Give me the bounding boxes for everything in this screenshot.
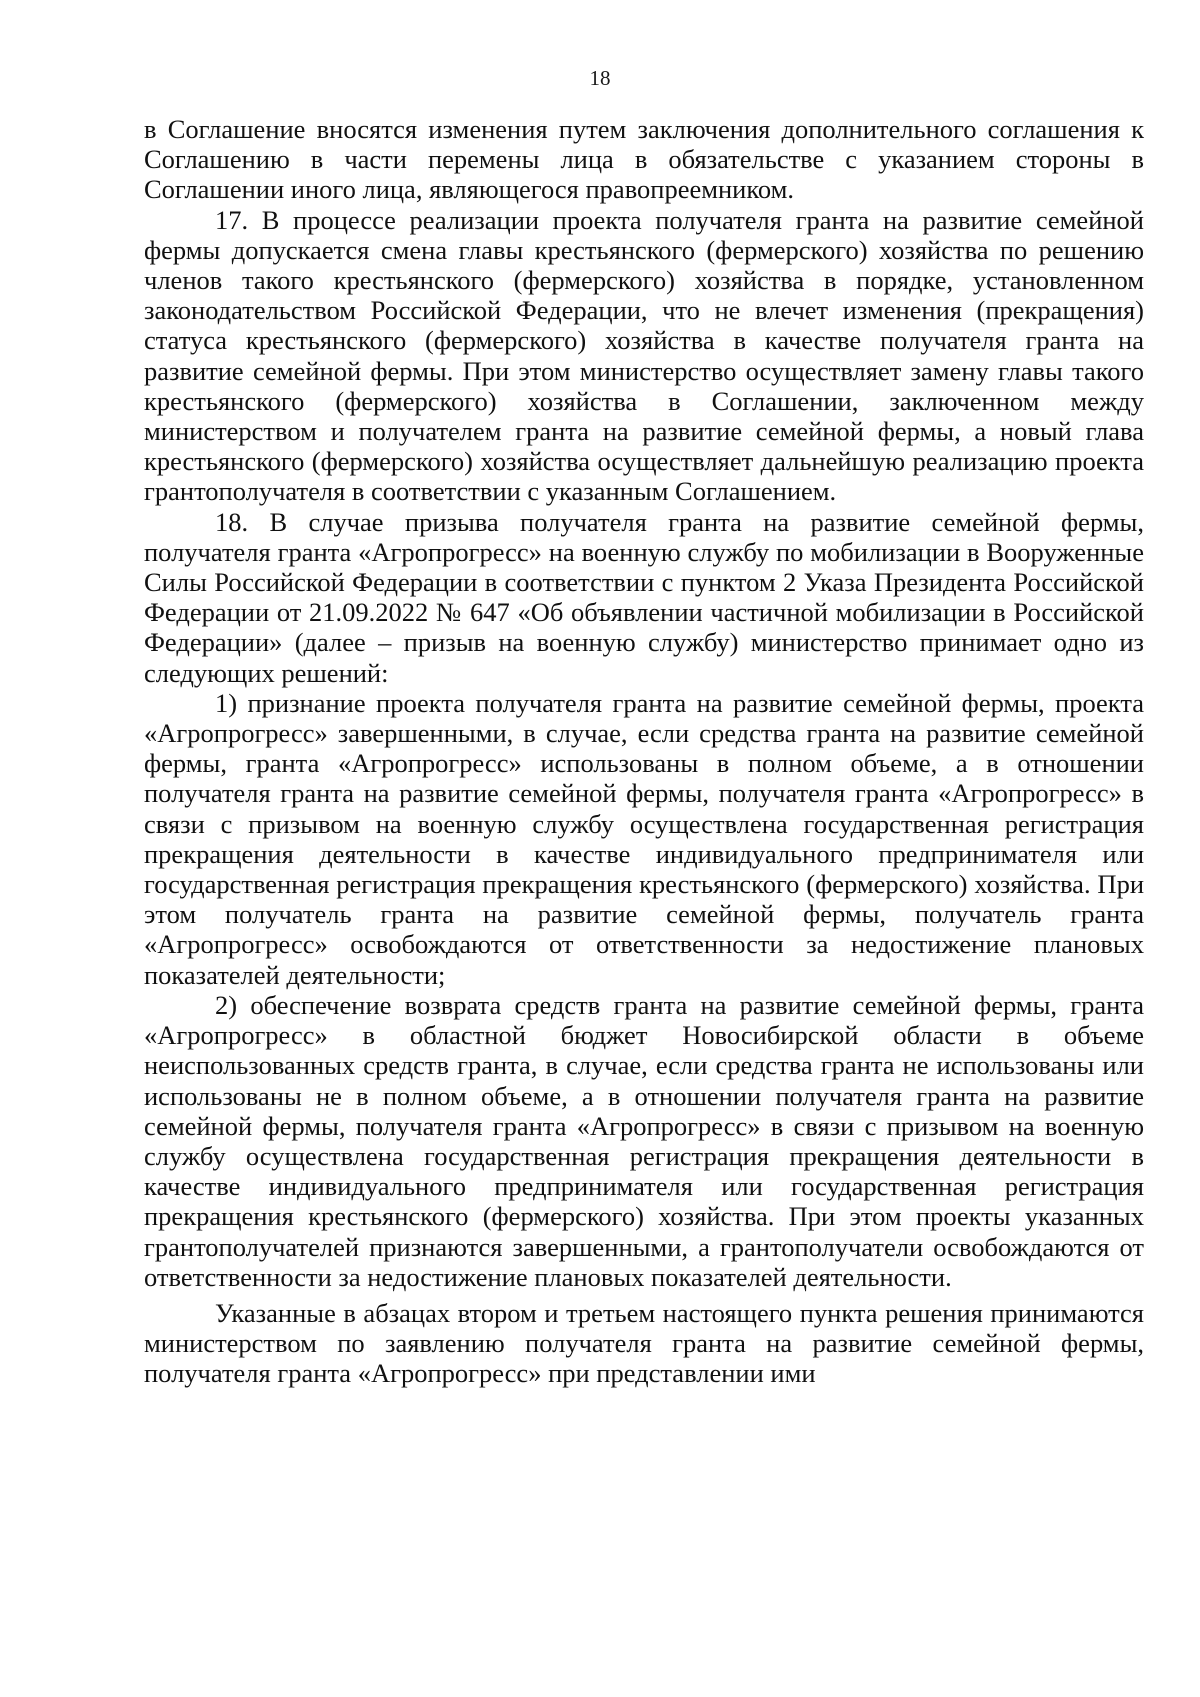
paragraph-item-18: 18. В случае призыва получателя гранта на развитие семейной фермы, получателя гранта «Агропрогресс» на военную службу по мобилизации в Вооруженные Силы Российской Федерации в соответствии с пунктом 2 Указа Президента Российской Федерации от 21.09.2022 № 647 «Об объявлении частичной мобилизации в Российской Федерации» (далее – призыв на военную службу) министерство принимает одно из следующих решений: bbox=[144, 506, 1144, 688]
paragraph-continuation: в Соглашение вносятся изменения путем заключения дополнительного соглашения к Соглашению в части перемены лица в обязательстве с указанием стороны в Соглашении иного лица, являющегося правопреемником. bbox=[144, 114, 1144, 205]
document-body bbox=[144, 114, 1144, 1389]
paragraph-item-17: 17. В процессе реализации проекта получателя гранта на развитие семейной фермы допускается смена главы крестьянского (фермерского) хозяйства по решению членов такого крестьянского (фермерского) хозяйства в порядке, установленном законодательством Российской Федерации, что не влечет изменения (прекращения) статуса крестьянского (фермерского) хозяйства в качестве получателя гранта на развитие семейной фермы. При этом министерство осуществляет замену главы такого крестьянского (фермерского) хозяйства в Соглашении, заключенном между министерством и получателем гранта на развитие семейной фермы, а новый глава крестьянского (фермерского) хозяйства осуществляет дальнейшую реализацию проекта грантополучателя в соответствии с указанным Соглашением. bbox=[144, 204, 1144, 507]
page-number: 18 bbox=[589, 66, 611, 90]
paragraph-decisions-note: Указанные в абзацах втором и третьем настоящего пункта решения принимаются министерством по заявлению получателя гранта на развитие семейной фермы, получателя гранта «Агропрогресс» при представлении ими bbox=[144, 1297, 1144, 1389]
paragraph-subitem-2: 2) обеспечение возврата средств гранта на развитие семейной фермы, гранта «Агропрогресс» в областной бюджет Новосибирской области в объеме неиспользованных средств гранта, в случае, если средства гранта не использованы или использованы не в полном объеме, а в отношении получателя гранта на развитие семейной фермы, получателя гранта «Агропрогресс» в связи с призывом на военную службу осуществлена государственная регистрация прекращения деятельности в качестве индивидуального предпринимателя или государственная регистрация прекращения крестьянского (фермерского) хозяйства. При этом проекты указанных грантополучателей признаются завершенными, а грантополучатели освобождаются от ответственности за недостижение плановых показателей деятельности. bbox=[144, 989, 1144, 1292]
paragraph-subitem-1: 1) признание проекта получателя гранта на развитие семейной фермы, проекта «Агропрогресс» завершенными, в случае, если средства гранта на развитие семейной фермы, гранта «Агропрогресс» использованы в полном объеме, а в отношении получателя гранта на развитие семейной фермы, получателя гранта «Агропрогресс» в связи с призывом на военную службу осуществлена государственная регистрация прекращения деятельности в качестве индивидуального предпринимателя или государственная регистрация прекращения крестьянского (фермерского) хозяйства. При этом получатель гранта на развитие семейной фермы, получатель гранта «Агропрогресс» освобождаются от ответственности за недостижение плановых показателей деятельности; bbox=[144, 687, 1144, 990]
